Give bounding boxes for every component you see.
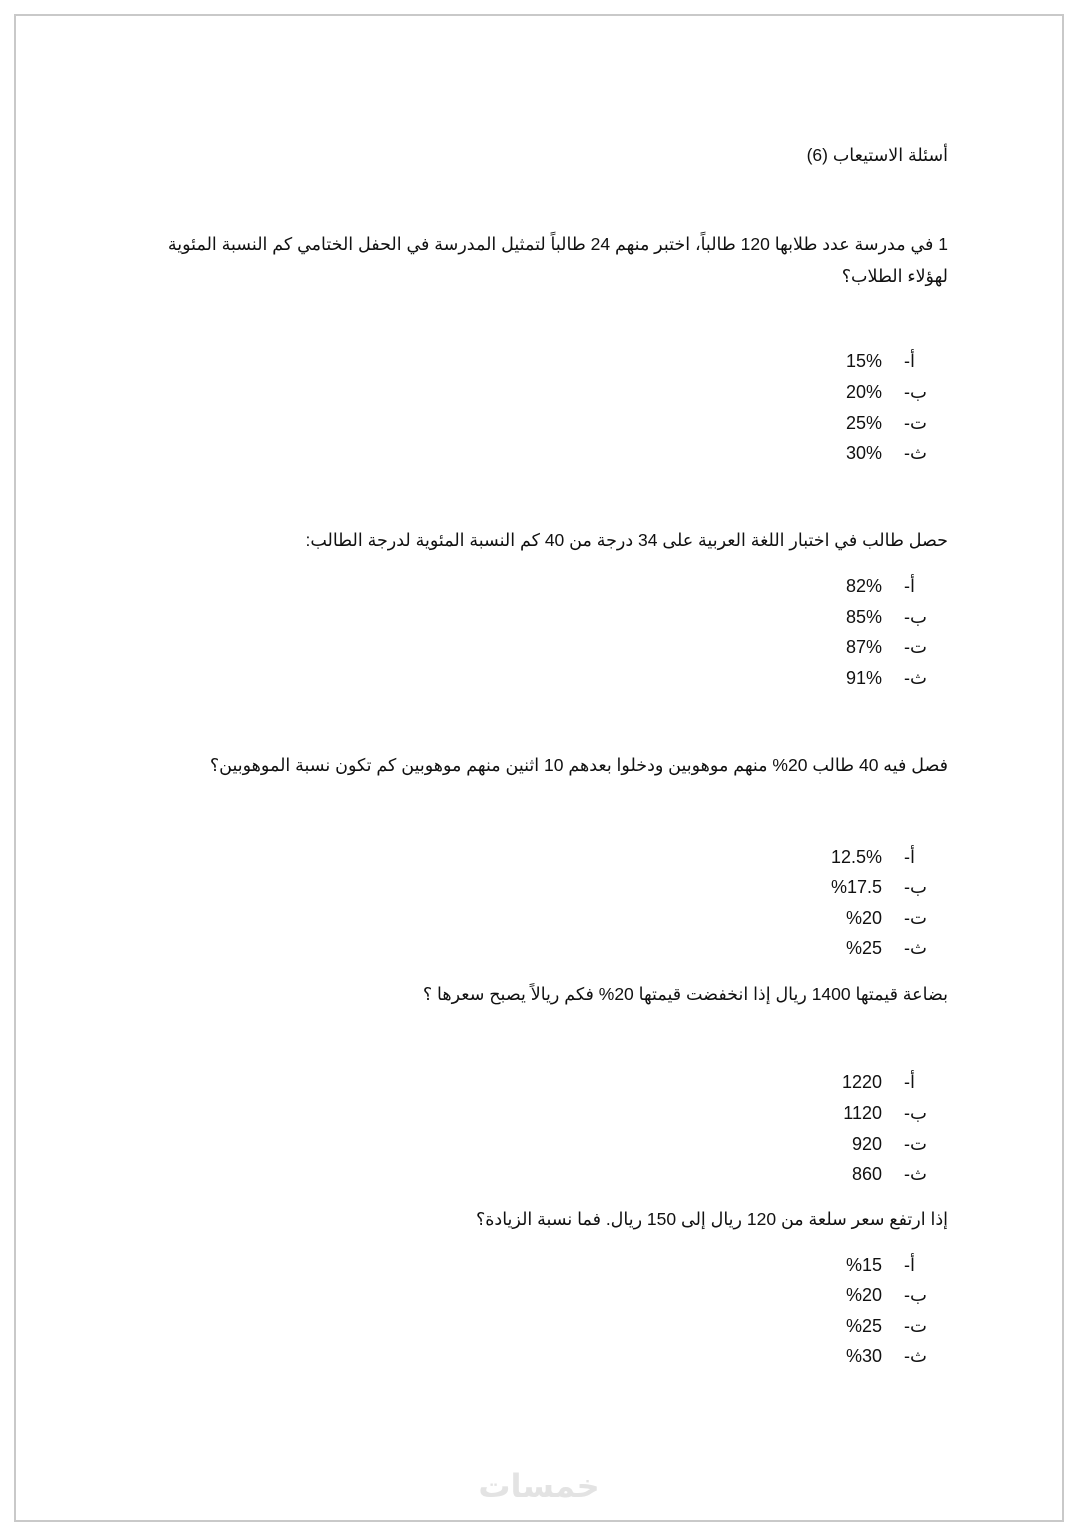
question-2-option-a <box>778 571 928 601</box>
watermark-logo: خمسات <box>478 1468 600 1504</box>
question-1-text: 1 في مدرسة عدد طلابها 120 طالباً، اختبر منهم 24 طالباً لتمثيل المدرسة في الحفل الختامي كم النسبة المئوية لهؤلاء الطلاب؟ <box>167 234 948 286</box>
option-letter: ب- <box>904 382 927 402</box>
question-3-option-d <box>778 933 928 963</box>
question-5-option-a <box>778 1250 928 1280</box>
option-value: 91% <box>845 668 882 688</box>
question-1-option-a <box>778 346 928 376</box>
option-value: 30% <box>845 443 882 463</box>
question-4-text: بضاعة قيمتها 1400 ريال إذا انخفضت قيمتها 20% فكم ريالاً يصبح سعرها ؟ <box>422 984 948 1004</box>
question-4-option-c <box>778 1129 928 1159</box>
option-value: 25% <box>845 413 882 433</box>
question-5-option-c <box>778 1311 928 1341</box>
option-value: %20 <box>845 908 882 928</box>
question-5-text: إذا ارتفع سعر سلعة من 120 ريال إلى 150 ريال. فما نسبة الزيادة؟ <box>475 1209 948 1229</box>
option-value: 15% <box>845 351 882 371</box>
question-3-option-a <box>778 842 928 872</box>
question-4-option-d <box>778 1159 928 1189</box>
page-title: أسئلة الاستيعاب (6) <box>806 145 948 165</box>
question-1-option-b <box>778 377 928 407</box>
option-letter: ث- <box>904 668 927 688</box>
question-2-text: حصل طالب في اختبار اللغة العربية على 34 درجة من 40 كم النسبة المئوية لدرجة الطالب: <box>305 530 948 550</box>
option-value: 82% <box>845 576 882 596</box>
option-value: %17.5 <box>830 877 882 897</box>
option-value: 860 <box>851 1164 882 1184</box>
option-letter: ب- <box>904 607 927 627</box>
option-value: %15 <box>845 1255 882 1275</box>
option-letter: ث- <box>904 1164 927 1184</box>
question-5-option-d <box>778 1341 928 1371</box>
question-2-option-c <box>778 632 928 662</box>
question-5-option-b <box>778 1280 928 1310</box>
question-2-option-d <box>778 663 928 693</box>
option-letter: ث- <box>904 443 927 463</box>
option-letter: ت- <box>904 1316 927 1336</box>
option-value: 20% <box>845 382 882 402</box>
question-1-option-c <box>778 408 928 438</box>
option-letter: ت- <box>904 1134 927 1154</box>
option-letter: ب- <box>904 1103 927 1123</box>
option-value: 1120 <box>843 1103 882 1123</box>
option-letter: أ- <box>904 1255 915 1275</box>
option-value: 85% <box>845 607 882 627</box>
question-4-option-b <box>778 1098 928 1128</box>
question-3-text: فصل فيه 40 طالب 20% منهم موهوبين ودخلوا بعدهم 10 اثنين منهم موهوبين كم تكون نسبة الموهوبين؟ <box>209 755 948 775</box>
option-letter: أ- <box>904 576 915 596</box>
option-value: %25 <box>845 938 882 958</box>
question-3-option-c <box>778 903 928 933</box>
option-value: %30 <box>845 1346 882 1366</box>
option-value: 12.5% <box>830 847 882 867</box>
option-letter: ت- <box>904 908 927 928</box>
option-letter: ث- <box>904 938 927 958</box>
question-3-option-b <box>778 872 928 902</box>
option-value: 87% <box>845 637 882 657</box>
option-letter: أ- <box>904 847 915 867</box>
question-2-option-b <box>778 602 928 632</box>
option-letter: ب- <box>904 1285 927 1305</box>
option-value: %20 <box>845 1285 882 1305</box>
option-letter: أ- <box>904 351 915 371</box>
option-value: %25 <box>845 1316 882 1336</box>
option-letter: ب- <box>904 877 927 897</box>
option-letter: ث- <box>904 1346 927 1366</box>
question-1-option-d <box>778 438 928 468</box>
option-letter: ت- <box>904 413 927 433</box>
option-letter: أ- <box>904 1072 915 1092</box>
question-4-option-a <box>778 1067 928 1097</box>
option-value: 1220 <box>841 1072 882 1092</box>
option-value: 920 <box>851 1134 882 1154</box>
option-letter: ت- <box>904 637 927 657</box>
